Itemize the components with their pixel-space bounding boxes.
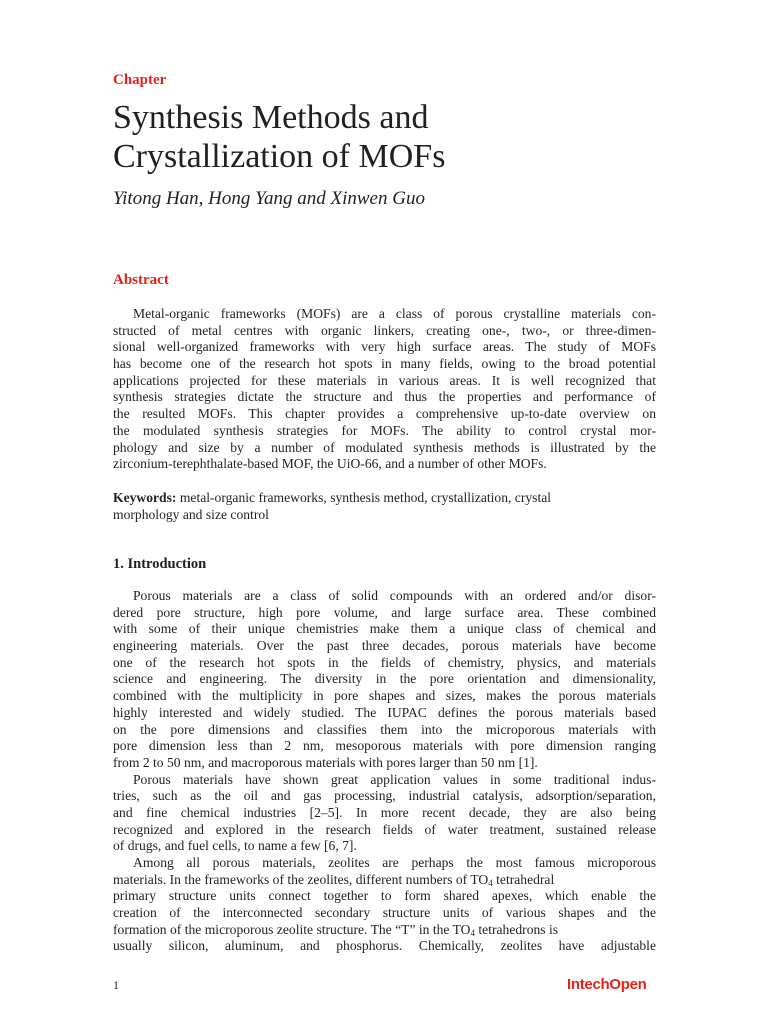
abstract-heading: Abstract	[113, 272, 169, 288]
text-line: from 2 to 50 nm, and macroporous materials with pores larger than 50 nm [1].	[113, 754, 538, 770]
text-line: the resulted MOFs. This chapter provides a comprehensive up-to-date overview on	[113, 406, 656, 422]
text-line: tries, such as the oil and gas processing, industrial catalysis, adsorption/separation,	[113, 788, 656, 804]
text-line: usually silicon, aluminum, and phosphorus. Chemically, zeolites have adjustable	[113, 938, 656, 954]
text-line	[113, 922, 656, 939]
text-line: phology and size by a number of modulated synthesis methods is illustrated by the	[113, 439, 656, 455]
abstract-body	[113, 306, 656, 473]
title-line: Synthesis Methods and	[113, 99, 429, 136]
text-line: on the pore dimensions and classifies them into the microporous materials with	[113, 721, 656, 737]
text-line: primary structure units connect together to form shared apexes, which enable the	[113, 888, 656, 904]
text-line: engineering materials. Over the past three decades, porous materials have become	[113, 638, 656, 654]
text-line: of drugs, and fuel cells, to name a few [6, 7].	[113, 838, 357, 854]
keywords	[113, 490, 656, 523]
chapter-title	[113, 98, 653, 176]
text-line: creation of the interconnected secondary structure units of various shapes and the	[113, 905, 656, 921]
text-line: pore dimension less than 2 nm, mesoporous materials with pore dimension ranging	[113, 738, 656, 754]
keywords-label: Keywords:	[113, 490, 177, 505]
text-line: applications projected for these materials in various areas. It is well recognized that	[113, 372, 656, 388]
section-heading: 1. Introduction	[113, 556, 207, 572]
page-number: 1	[113, 978, 119, 992]
text-line: combined with the multiplicity in pore shapes and sizes, makes the porous materials	[113, 688, 656, 704]
text-line: and fine chemical industries [2–5]. In more recent decade, they are also being	[113, 804, 656, 820]
text-line	[113, 872, 656, 889]
text-line: recognized and explored in the research fields of water treatment, sustained release	[113, 821, 656, 837]
text-line: sional well-organized frameworks with very high surface areas. The study of MOFs	[113, 339, 656, 355]
subscript: 4	[488, 877, 493, 888]
text-line: Among all porous materials, zeolites are perhaps the most famous microporous	[133, 855, 656, 870]
text-line: Metal-organic frameworks (MOFs) are a class of porous crystalline materials con-	[133, 306, 656, 321]
text-line: the modulated synthesis strategies for MOFs. The ability to control crystal mor-	[113, 422, 656, 438]
text-line: synthesis strategies dictate the structure and thus the properties and performance of	[113, 389, 656, 405]
text-line: Porous materials have shown great application values in some traditional indus-	[133, 771, 656, 787]
keywords-line	[113, 490, 656, 507]
text-segment: formation of the microporous zeolite structure. The “T” in the TO	[113, 921, 471, 937]
text-segment: tetrahedral	[492, 871, 555, 887]
text-line: structed of metal centres with organic linkers, creating one-, two-, or three-dimen-	[113, 322, 656, 338]
text-line: highly interested and widely studied. The IUPAC defines the porous materials based	[113, 704, 656, 720]
title-line: Crystallization of MOFs	[113, 138, 446, 175]
keywords-text: morphology and size control	[113, 506, 269, 522]
text-line: one of the research hot spots in the fields of chemistry, physics, and materials	[113, 654, 656, 670]
text-line: science and engineering. The diversity in the pore orientation and dimensionality,	[113, 671, 656, 687]
keywords-text: metal-organic frameworks, synthesis method, crystallization, crystal	[176, 490, 552, 505]
text-line: with some of their unique chemistries make them a unique class of chemical and	[113, 621, 656, 637]
text-segment: tetrahedrons is	[475, 921, 559, 937]
text-line: has become one of the research hot spots in many fields, owing to the broad potential	[113, 356, 656, 372]
subscript: 4	[470, 927, 475, 938]
text-line: Porous materials are a class of solid compounds with an ordered and/or disor-	[133, 588, 656, 603]
chapter-label: Chapter	[113, 72, 167, 88]
publisher-logo: IntechOpen	[567, 976, 647, 993]
introduction-body	[113, 588, 656, 955]
text-line: dered pore structure, high pore volume, and large surface area. These combined	[113, 604, 656, 620]
authors: Yitong Han, Hong Yang and Xinwen Guo	[113, 188, 425, 209]
text-segment: materials. In the frameworks of the zeolites, different numbers of TO	[113, 871, 489, 887]
text-line: zirconium-terephthalate-based MOF, the UiO-66, and a number of other MOFs.	[113, 456, 547, 472]
